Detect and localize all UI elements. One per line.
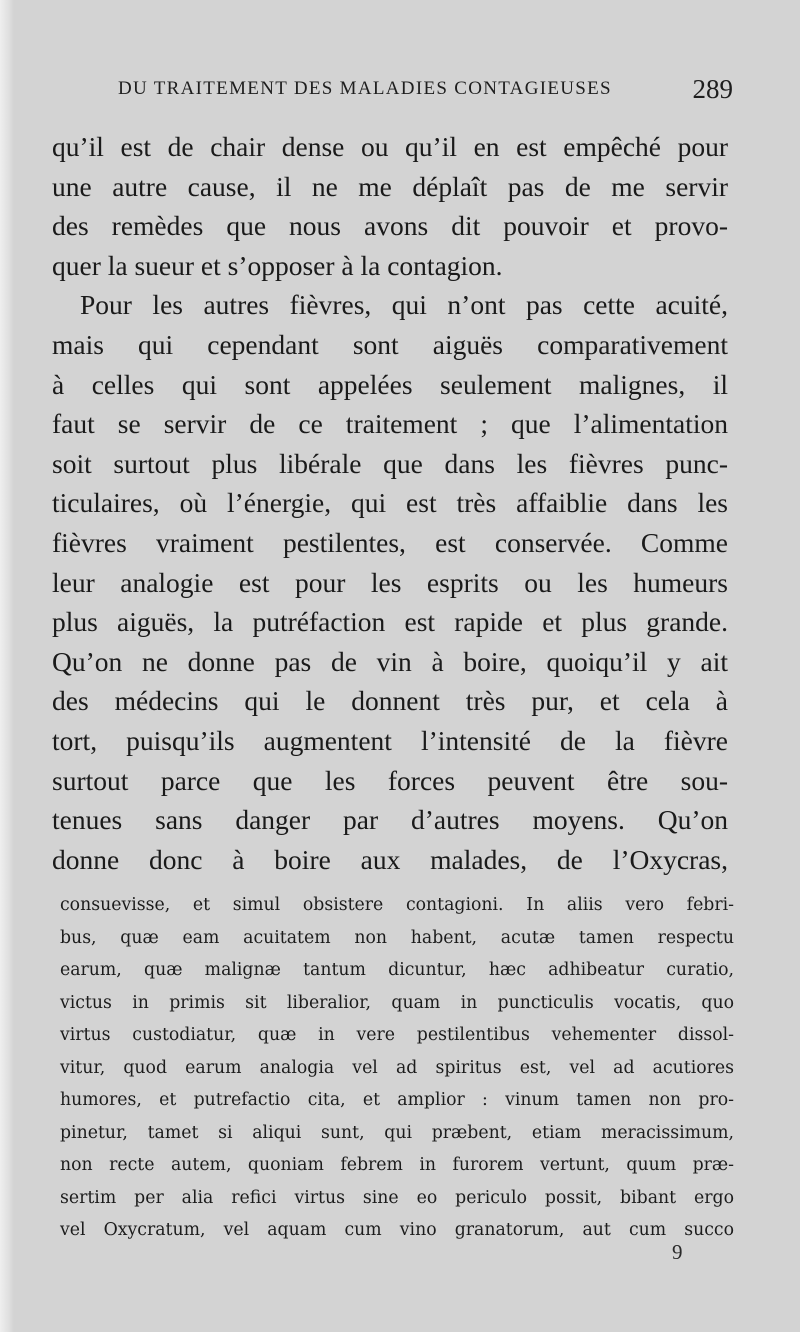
page-edge [0,0,14,1332]
footnote-line: victus in primis sit liberalior, quam in puncticulis vocatis, quo [60,992,734,1013]
text-line: leur analogie est pour les esprits ou les humeurs [52,566,728,598]
text-line: tort, puisqu’ils augmentent l’intensité de la fièvre [52,724,728,756]
text-line: surtout parce que les forces peuvent être sou- [52,764,728,796]
footnote-line: earum, quæ malignæ tantum dicuntur, hæc adhibeatur curatio, [60,960,734,980]
text-line: à celles qui sont appelées seulement malignes, il [52,368,728,400]
page-header [118,74,733,112]
main-text [52,127,728,879]
text-line: faut se servir de ce traitement ; que l’alimentation [52,408,728,440]
text-line: Pour les autres fièvres, qui n’ont pas cette acuité, [80,289,728,321]
footnote-line: bus, quæ eam acuitatem non habent, acutæ tamen respectu [60,927,734,948]
footnote-line: pinetur, tamet si aliqui sunt, qui præbent, etiam meracissimum, [60,1122,734,1143]
text-line: ticulaires, où l’énergie, qui est très affaiblie dans les [52,487,728,519]
running-head: DU TRAITEMENT DES MALADIES CONTAGIEUSES [118,78,612,99]
page-number: 289 [692,74,733,104]
text-line: donne donc à boire aux malades, de l’Oxycras, [52,843,728,875]
text-line: fièvres vraiment pestilentes, est conservée. Comme [52,526,728,558]
text-line: tenues sans danger par d’autres moyens. Qu’on [52,804,728,836]
footnote-line: humores, et putrefactio cita, et amplior : vinum tamen non pro- [60,1090,734,1110]
text-line: une autre cause, il ne me déplaît pas de me servir [52,170,728,202]
footnote-line: vel Oxycratum, vel aquam cum vino granatorum, aut cum succo [60,1220,734,1240]
footnote-line: consuevisse, et simul obsistere contagioni. In aliis vero febri- [60,895,734,915]
text-line: Qu’on ne donne pas de vin à boire, quoiqu’il y ait [52,645,728,677]
text-line: qu’il est de chair dense ou qu’il en est empêché pour [52,131,728,162]
text-line: plus aiguës, la putréfaction est rapide et plus grande. [52,606,728,638]
footnote-line: non recte autem, quoniam febrem in furorem vertunt, quum præ- [60,1155,734,1175]
text-line: des médecins qui le donnent très pur, et cela à [52,685,728,717]
latin-footnote [60,889,734,1247]
text-line: mais qui cependant sont aiguës comparativement [52,328,728,360]
footnote-line: virtus custodiatur, quæ in vere pestilentibus vehementer dissol- [60,1025,734,1045]
footnote-line: vitur, quod earum analogia vel ad spiritus est, vel ad acutiores [60,1057,734,1078]
text-line: quer la sueur et s’opposer à la contagion. [52,249,503,281]
footnote-line: sertim per alia refici virtus sine eo periculo possit, bibant ergo [60,1187,734,1208]
text-line: des remèdes que nous avons dit pouvoir et provo- [52,210,728,242]
signature-mark: 9 [672,1240,683,1264]
text-line: soit surtout plus libérale que dans les fièvres punc- [52,447,728,479]
